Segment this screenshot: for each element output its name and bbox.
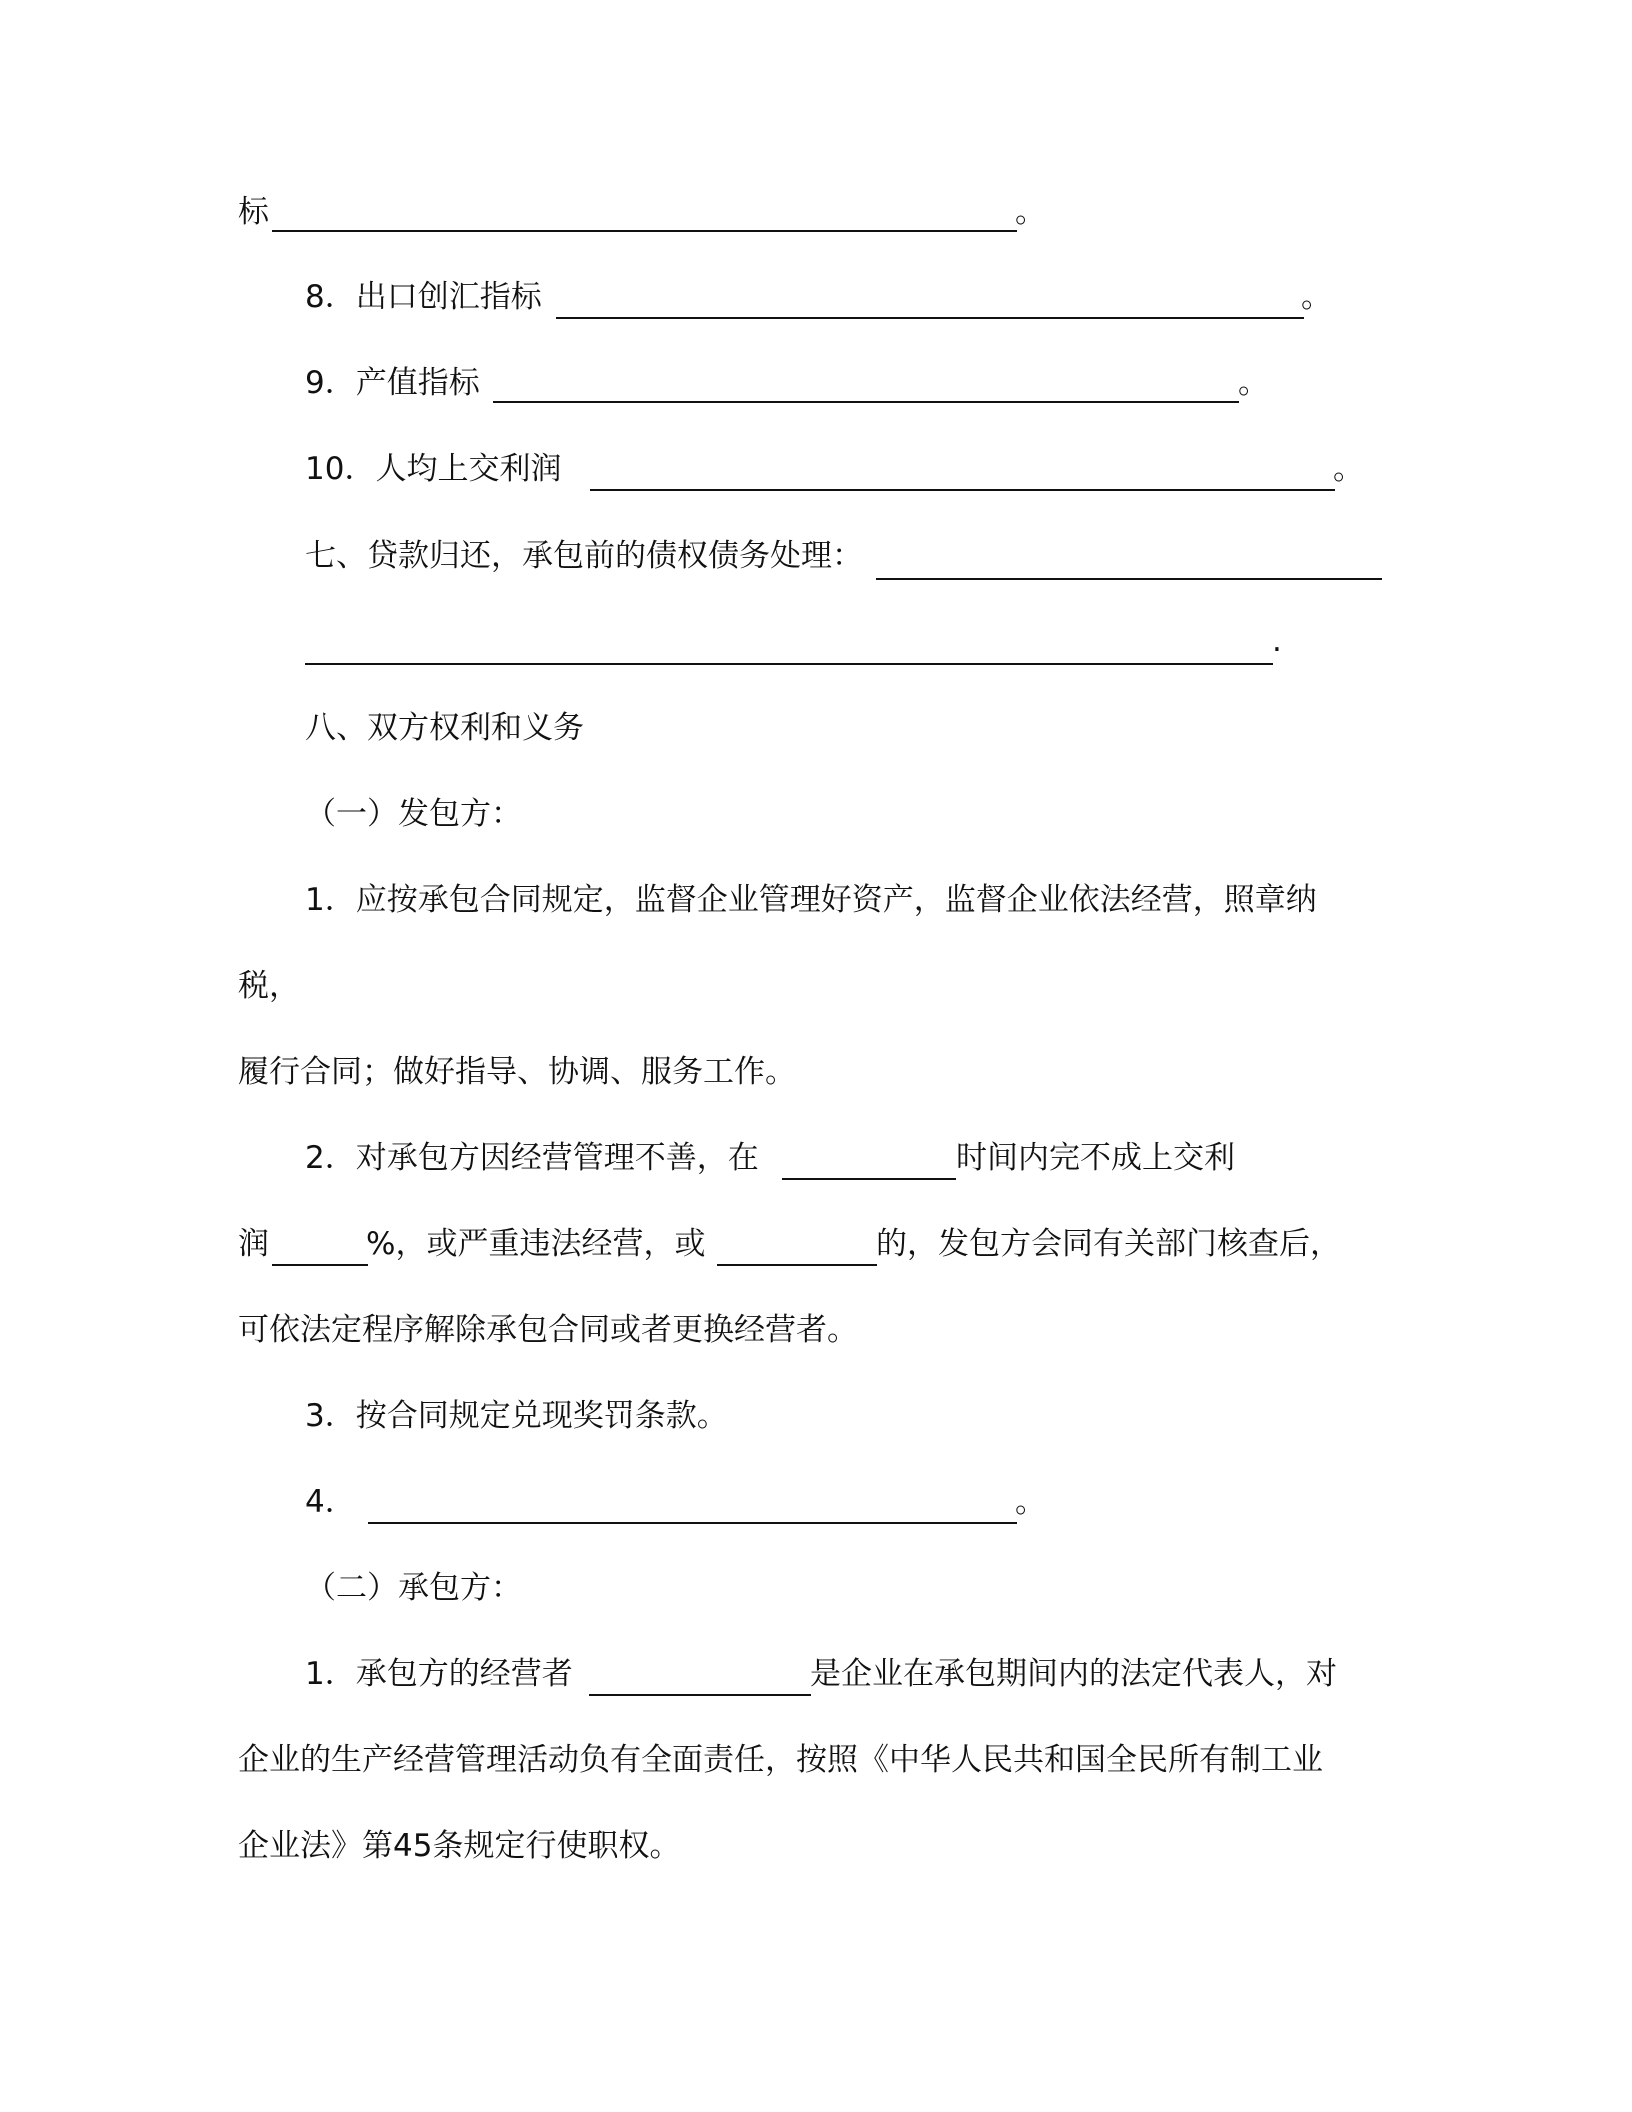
employer-item-2-cont-b	[0, 1298, 1632, 1358]
text: .	[1272, 623, 1282, 659]
text: （二）承包方：	[305, 1570, 522, 1606]
employer-item-1	[0, 868, 1632, 928]
text: （一）发包方：	[305, 796, 522, 832]
text: 10．人均上交利润	[305, 451, 562, 487]
employer-item-4	[0, 1470, 1632, 1530]
text: 。	[1238, 365, 1269, 401]
text: 履行合同；做好指导、协调、服务工作。	[238, 1054, 796, 1090]
text: 。	[1333, 451, 1364, 487]
text: 8．出口创汇指标	[305, 279, 542, 315]
blank-underline	[590, 489, 1335, 491]
text: 润	[238, 1226, 269, 1262]
text: 4．	[305, 1484, 356, 1520]
blank-underline	[272, 230, 1017, 232]
employer-item-1-cont-a	[0, 954, 1632, 1014]
item-9-output-value	[0, 351, 1632, 411]
section-7-continuation	[0, 609, 1632, 669]
item-8-export-earnings	[0, 265, 1632, 325]
text: 的，发包方会同有关部门核查后，	[876, 1226, 1341, 1262]
employer-item-2-cont-a	[0, 1212, 1632, 1272]
blank-underline	[493, 401, 1239, 403]
text: 企业法》第45条规定行使职权。	[238, 1828, 681, 1864]
text: 1．承包方的经营者	[305, 1656, 573, 1692]
text: 标	[238, 194, 269, 230]
text: 税，	[238, 968, 300, 1004]
contractor-item-1-cont-b	[0, 1814, 1632, 1874]
employer-item-2	[0, 1126, 1632, 1186]
text: 是企业在承包期间内的法定代表人，对	[810, 1656, 1337, 1692]
subsection-employer	[0, 782, 1632, 842]
text: 八、双方权利和义务	[305, 710, 584, 746]
text: 。	[1301, 279, 1332, 315]
blank-underline	[368, 1522, 1017, 1524]
blank-underline	[782, 1178, 956, 1180]
section-7-loan-repayment	[0, 524, 1632, 584]
item-10-profit-per-capita	[0, 437, 1632, 497]
text: 3．按合同规定兑现奖罚条款。	[305, 1398, 728, 1434]
blank-underline	[305, 663, 1273, 665]
line-indicator-tail	[0, 180, 1632, 240]
contractor-item-1	[0, 1642, 1632, 1702]
text: 9．产值指标	[305, 365, 480, 401]
text: 。	[1015, 1484, 1046, 1520]
blank-underline	[717, 1264, 877, 1266]
text: 企业的生产经营管理活动负有全面责任，按照《中华人民共和国全民所有制工业	[238, 1742, 1323, 1778]
blank-underline	[272, 1264, 368, 1266]
employer-item-1-cont-b	[0, 1040, 1632, 1100]
text: 1．应按承包合同规定，监督企业管理好资产，监督企业依法经营，照章纳	[305, 882, 1317, 918]
text: 可依法定程序解除承包合同或者更换经营者。	[238, 1312, 858, 1348]
blank-underline	[876, 578, 1382, 580]
text: %，或严重违法经营，或	[366, 1226, 706, 1262]
employer-item-3	[0, 1384, 1632, 1444]
text: 。	[1015, 194, 1046, 230]
subsection-contractor	[0, 1556, 1632, 1616]
blank-underline	[556, 317, 1304, 319]
text: 七、贷款归还，承包前的债权债务处理：	[305, 538, 863, 574]
blank-underline	[589, 1694, 811, 1696]
text: 时间内完不成上交利	[956, 1140, 1235, 1176]
text: 2．对承包方因经营管理不善，在	[305, 1140, 759, 1176]
section-8-heading	[0, 696, 1632, 756]
contractor-item-1-cont-a	[0, 1728, 1632, 1788]
